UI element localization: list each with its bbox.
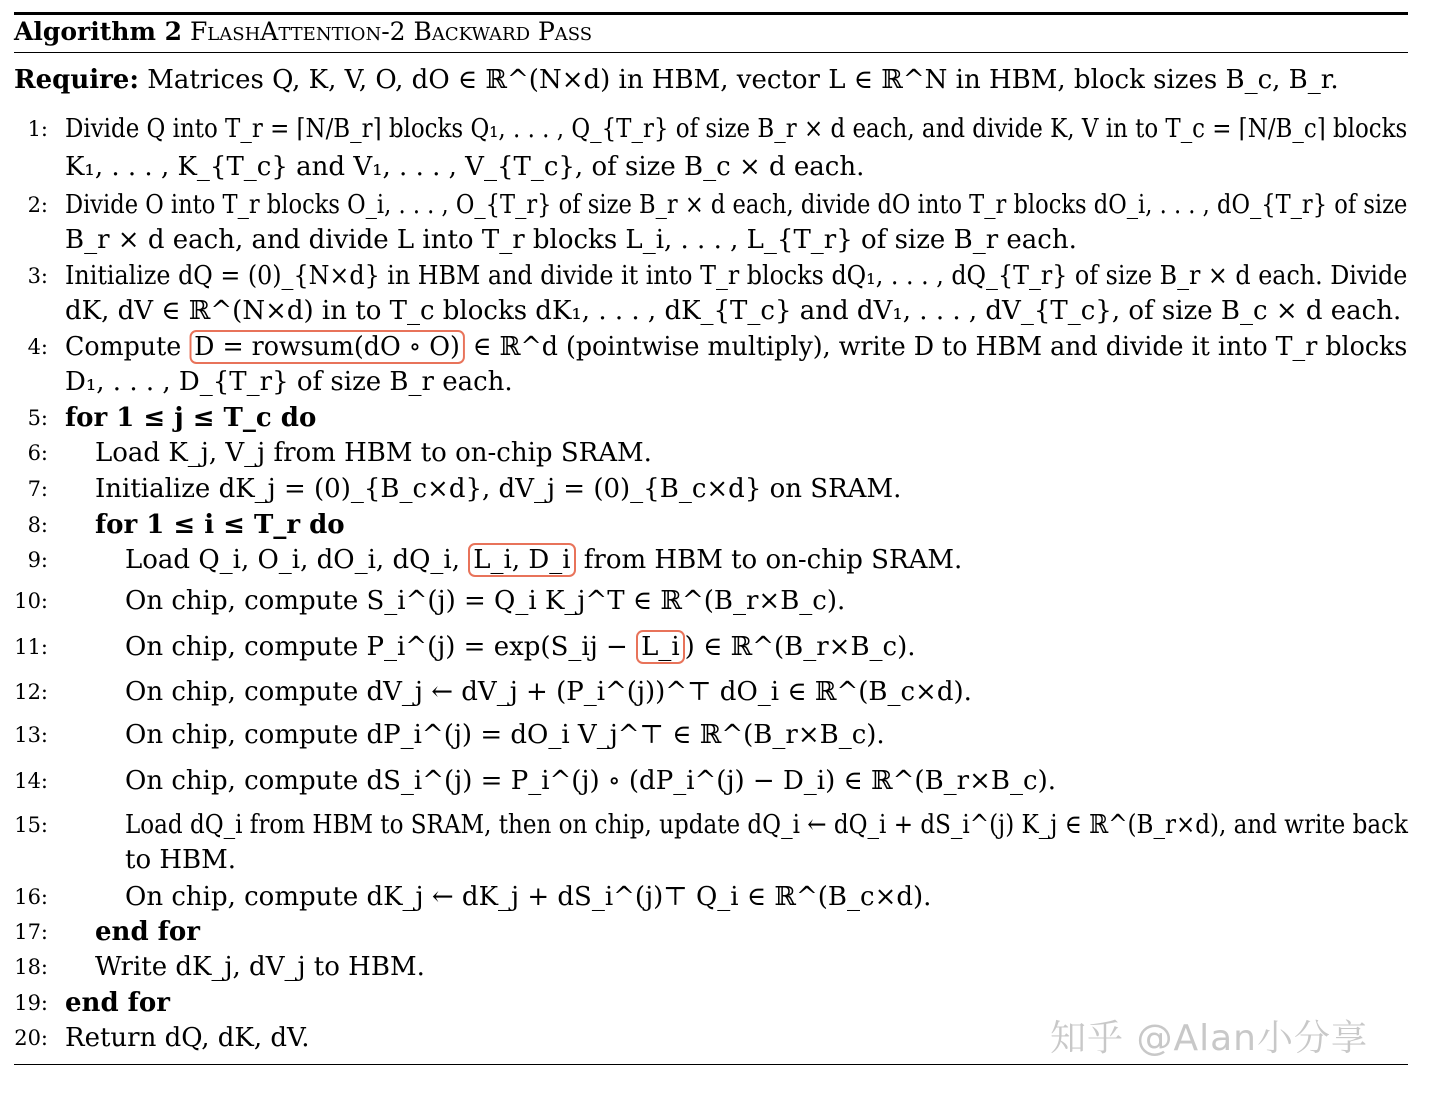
- algorithm-label: Algorithm 2: [14, 17, 182, 46]
- header-rule: [14, 52, 1408, 53]
- line-number: 18:: [14, 955, 48, 979]
- highlight-box: D = rowsum(dO ∘ O): [189, 330, 464, 364]
- algorithm-header: [14, 14, 592, 50]
- line-number: 17:: [14, 920, 48, 944]
- line-number: 12:: [14, 680, 48, 704]
- line-number: 8:: [27, 513, 48, 537]
- line-text: [125, 543, 962, 577]
- line-number: 5:: [27, 406, 48, 430]
- line-text: [65, 330, 1407, 364]
- line-text: On chip, compute S_i^(j) = Q_i K_j^T ∈ ℝ^(B_r×B_c).: [125, 586, 846, 616]
- line-number: 11:: [14, 635, 48, 659]
- line-text: On chip, compute dV_j ← dV_j + (P_i^(j))^⊤ dO_i ∈ ℝ^(B_c×d).: [125, 677, 972, 707]
- line-text: Return dQ, dK, dV.: [65, 1023, 310, 1053]
- line-number: 2:: [27, 193, 48, 217]
- line-text: On chip, compute dP_i^(j) = dO_i V_j^⊤ ∈ ℝ^(B_r×B_c).: [125, 720, 885, 750]
- highlight-box: L_i: [636, 630, 685, 664]
- line-text-post: from HBM to on-chip SRAM.: [575, 545, 963, 575]
- line-number: 20:: [14, 1026, 48, 1050]
- algorithm-title: FlashAttention-2 Backward Pass: [189, 17, 593, 46]
- line-number: 10:: [14, 589, 48, 613]
- line-number: 16:: [14, 885, 48, 909]
- line-text: [125, 630, 916, 664]
- line-text: to HBM.: [125, 845, 237, 875]
- line-text: Load dQ_i from HBM to SRAM, then on chip, update dQ_i ← dQ_i + dS_i^(j) K_j ∈ ℝ^(B_r×d), and write back: [125, 810, 1408, 840]
- line-number: 15:: [14, 813, 48, 837]
- line-number: 1:: [27, 117, 48, 141]
- line-number: 4:: [27, 335, 48, 359]
- watermark: 知乎 @Alan小分享: [1050, 1018, 1368, 1059]
- line-text: end for: [65, 988, 170, 1018]
- require-line: [14, 63, 1339, 97]
- require-text: Matrices Q, K, V, O, dO ∈ ℝ^(N×d) in HBM, vector L ∈ ℝ^N in HBM, block sizes B_c, B_r.: [147, 65, 1339, 95]
- line-text: Load K_j, V_j from HBM to on-chip SRAM.: [95, 438, 652, 468]
- line-text: On chip, compute dK_j ← dK_j + dS_i^(j)⊤ Q_i ∈ ℝ^(B_c×d).: [125, 882, 932, 912]
- line-text-pre: Load Q_i, O_i, dO_i, dQ_i,: [125, 545, 469, 575]
- line-number: 7:: [27, 477, 48, 501]
- line-text: for 1 ≤ i ≤ T_r do: [95, 510, 345, 540]
- line-number: 19:: [14, 991, 48, 1015]
- line-text: end for: [95, 917, 200, 947]
- line-text: Divide Q into T_r = ⌈N/B_r⌉ blocks Q₁, . . . , Q_{T_r} of size B_r × d each, and divide K, V in to T_c = ⌈N/B_c⌉ blocks: [65, 114, 1408, 144]
- line-text: Write dK_j, dV_j to HBM.: [95, 952, 425, 982]
- line-text: for 1 ≤ j ≤ T_c do: [65, 403, 317, 433]
- line-text-pre: On chip, compute P_i^(j) = exp(S_ij −: [125, 632, 637, 662]
- line-text: K₁, . . . , K_{T_c} and V₁, . . . , V_{T_c}, of size B_c × d each.: [65, 152, 865, 182]
- line-text: D₁, . . . , D_{T_r} of size B_r each.: [65, 367, 513, 397]
- require-keyword: Require:: [14, 65, 139, 95]
- line-text: Initialize dK_j = (0)_{B_c×d}, dV_j = (0)_{B_c×d} on SRAM.: [95, 474, 902, 504]
- line-number: 3:: [27, 264, 48, 288]
- line-number: 9:: [27, 548, 48, 572]
- line-number: 6:: [27, 441, 48, 465]
- line-text: On chip, compute dS_i^(j) = P_i^(j) ∘ (dP_i^(j) − D_i) ∈ ℝ^(B_r×B_c).: [125, 766, 1056, 796]
- line-text: Initialize dQ = (0)_{N×d} in HBM and divide it into T_r blocks dQ₁, . . . , dQ_{T_r} of size B_r × d each. Divide: [65, 261, 1408, 291]
- line-number: 13:: [14, 723, 48, 747]
- line-text: Divide O into T_r blocks O_i, . . . , O_{T_r} of size B_r × d each, divide dO into T_r blocks dO_i, . . . , dO_{T_r} of size: [65, 190, 1408, 220]
- line-number: 14:: [14, 769, 48, 793]
- line-text: dK, dV ∈ ℝ^(N×d) in to T_c blocks dK₁, . . . , dK_{T_c} and dV₁, . . . , dV_{T_c}, of size B_c × d each.: [65, 296, 1402, 326]
- line-text-post: ∈ ℝ^d (pointwise multiply), write D to HBM and divide it into T_r blocks: [464, 332, 1408, 362]
- bottom-rule: [14, 1064, 1408, 1065]
- highlight-box: L_i, D_i: [468, 543, 575, 577]
- line-text-post: ) ∈ ℝ^(B_r×B_c).: [684, 632, 916, 662]
- line-text: B_r × d each, and divide L into T_r blocks L_i, . . . , L_{T_r} of size B_r each.: [65, 225, 1077, 255]
- line-text-pre: Compute: [65, 332, 190, 362]
